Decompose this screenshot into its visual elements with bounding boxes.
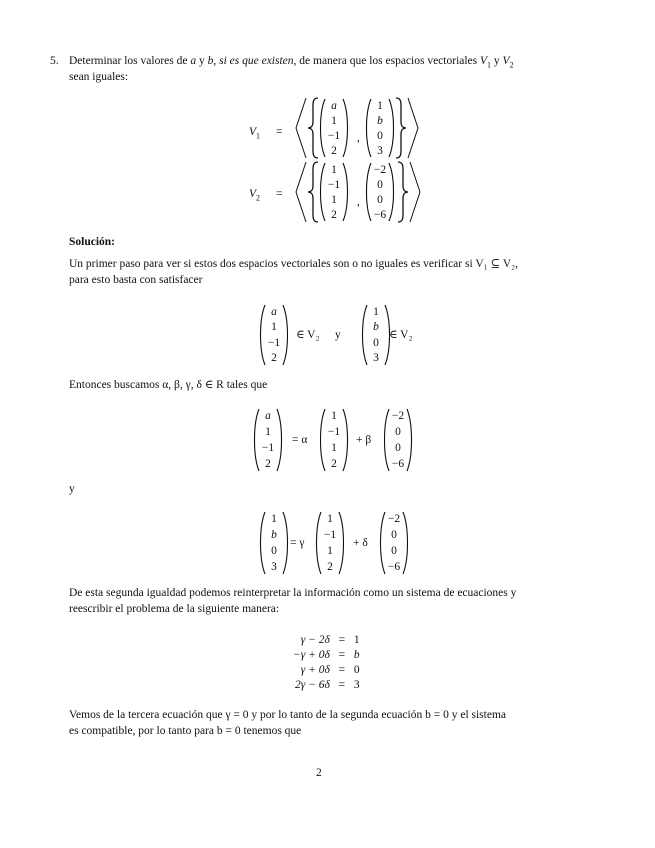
left-paren	[382, 408, 390, 472]
v1a-4: 2	[331, 144, 337, 157]
eq2-vec-gamma	[314, 511, 346, 575]
solution-p3-line1: De esta segunda igualdad podemos reinterpretar la información como un sistema de ecuaciones y	[69, 587, 517, 599]
eq2-gamma: = γ	[290, 537, 305, 549]
comma: ,	[213, 55, 220, 67]
m2-4: 3	[373, 352, 379, 365]
problem-text: Determinar los valores de	[69, 55, 191, 67]
var-b: b	[207, 55, 214, 67]
e2d-4: −6	[387, 561, 401, 573]
member-vector-2	[360, 304, 392, 366]
left-paren	[258, 511, 266, 575]
e1a-3: 1	[331, 442, 337, 454]
problem-number: 5.	[50, 55, 59, 67]
v1b-2: b	[377, 114, 383, 127]
m2-2: b	[373, 321, 379, 334]
V2-letter: V	[249, 188, 257, 200]
V1-equals: =	[276, 126, 283, 138]
m2-3: 0	[373, 336, 379, 349]
eq1-vec-alpha	[318, 408, 350, 472]
sys-rhs-4: 3	[353, 679, 360, 691]
var-V1: V	[480, 55, 488, 67]
right-paren	[406, 408, 414, 472]
V1-rangle	[404, 96, 422, 160]
sys-rhs-3: 0	[353, 664, 360, 676]
member-in-2: ∈ V₂	[389, 329, 413, 341]
var-a: a	[190, 55, 197, 67]
eq1-alpha: = α	[292, 434, 308, 446]
V1-vector-b	[364, 98, 396, 158]
V1-sub: 1	[256, 131, 261, 141]
v2a-2: −1	[327, 178, 341, 191]
V1-sep: ,	[357, 132, 360, 144]
V2-sep: ,	[357, 196, 360, 208]
e1l-3: −1	[261, 442, 275, 454]
e2g-2: −1	[323, 529, 337, 541]
v1a-2: 1	[331, 114, 337, 127]
v1a-3: −1	[327, 129, 341, 142]
m2-1: 1	[373, 305, 379, 318]
e1a-2: −1	[327, 426, 341, 438]
e2l-3: 0	[271, 545, 277, 557]
left-paren	[318, 98, 326, 158]
right-paren	[338, 511, 346, 575]
sys-rhs-1: 1	[353, 634, 360, 646]
page-number: 2	[316, 767, 322, 779]
V2-equals: =	[276, 188, 283, 200]
e1l-1: a	[265, 410, 271, 422]
V2-vector-a	[318, 162, 350, 222]
solution-p1-line2: para esto basta con satisfacer	[69, 274, 203, 286]
e1a-4: 2	[331, 458, 337, 470]
V2-label	[249, 186, 260, 206]
sys-rel-3: =	[338, 664, 346, 676]
problem-line-1	[69, 53, 609, 73]
v2b-3: 0	[377, 193, 383, 206]
v2a-4: 2	[331, 208, 337, 221]
conj-y: y	[196, 55, 208, 67]
member-vector-1	[258, 304, 290, 366]
sys-rel-4: =	[338, 679, 346, 691]
e2l-1: 1	[271, 513, 277, 525]
left-paren	[318, 162, 326, 222]
e2l-4: 3	[271, 561, 277, 573]
sys-lhs-1: γ − 2δ	[300, 634, 330, 646]
V1-label	[249, 124, 260, 144]
V2-sub: 2	[256, 193, 261, 203]
eq2-delta: + δ	[353, 537, 368, 549]
m1-3: −1	[267, 336, 281, 349]
v2b-1: −2	[373, 163, 387, 176]
sub-1: 1	[487, 60, 492, 70]
sys-rel-2: =	[338, 649, 346, 661]
solution-p2: Entonces buscamos α, β, γ, δ ∈ R tales que	[69, 379, 268, 391]
left-paren	[258, 304, 266, 366]
e2g-4: 2	[327, 561, 333, 573]
e2d-2: 0	[391, 529, 397, 541]
V2-vector-b	[364, 162, 396, 222]
v2a-3: 1	[331, 193, 337, 206]
equation-system	[293, 633, 360, 693]
sys-lhs-4: 2γ − 6δ	[295, 679, 330, 691]
right-paren	[342, 98, 350, 158]
right-paren	[276, 408, 284, 472]
v2a-1: 1	[331, 163, 337, 176]
e1b-4: −6	[391, 458, 405, 470]
left-paren	[378, 511, 386, 575]
italic-phrase: si es que existen	[219, 55, 294, 67]
V2-rangle	[406, 160, 424, 224]
V1-vector-a	[318, 98, 350, 158]
right-paren	[388, 162, 396, 222]
e1l-4: 2	[265, 458, 271, 470]
sys-rhs-2: b	[353, 649, 360, 661]
sys-rel-1: =	[338, 634, 346, 646]
v1a-1: a	[331, 99, 337, 112]
conj-y-alone: y	[69, 483, 75, 495]
m1-2: 1	[271, 321, 277, 334]
v1b-4: 3	[377, 144, 383, 157]
e1b-3: 0	[395, 442, 401, 454]
right-paren	[282, 304, 290, 366]
m1-1: a	[271, 305, 277, 318]
left-paren	[360, 304, 368, 366]
sub-2: 2	[509, 60, 514, 70]
e2g-1: 1	[327, 513, 333, 525]
v2b-2: 0	[377, 178, 383, 191]
eq1-vec-beta	[382, 408, 414, 472]
sys-lhs-2: −γ + 0δ	[293, 649, 330, 661]
left-paren	[364, 162, 372, 222]
left-paren	[252, 408, 260, 472]
v1b-3: 0	[377, 129, 383, 142]
conj-y-2: y	[491, 55, 503, 67]
left-paren	[364, 98, 372, 158]
e1b-2: 0	[395, 426, 401, 438]
problem-line-2: sean iguales:	[69, 71, 129, 83]
left-paren	[318, 408, 326, 472]
problem-text-b: , de manera que los espacios vectoriales	[293, 55, 481, 67]
e2g-3: 1	[327, 545, 333, 557]
e1b-1: −2	[391, 410, 405, 422]
solution-p4-line2: es compatible, por lo tanto para b = 0 tenemos que	[69, 725, 302, 737]
left-paren	[314, 511, 322, 575]
v1b-1: 1	[377, 99, 383, 112]
sys-lhs-3: γ + 0δ	[300, 664, 330, 676]
member-in-1: ∈ V₂	[296, 329, 320, 341]
e2d-1: −2	[387, 513, 401, 525]
right-paren	[402, 511, 410, 575]
e2l-2: b	[271, 529, 277, 541]
v2b-4: −6	[373, 208, 387, 221]
solution-p1-line1: Un primer paso para ver si estos dos espacios vectoriales son o no iguales es verificar si V₁ ⊆ V₂,	[69, 258, 519, 270]
right-paren	[282, 511, 290, 575]
right-paren	[342, 408, 350, 472]
V1-letter: V	[249, 126, 257, 138]
eq2-vec-delta	[378, 511, 410, 575]
var-V2: V	[502, 55, 510, 67]
solution-p3-line2: reescribir el problema de la siguiente manera:	[69, 603, 280, 615]
member-y: y	[335, 329, 341, 341]
e1l-2: 1	[265, 426, 271, 438]
solution-heading: Solución:	[69, 236, 116, 248]
eq2-lhs	[258, 511, 290, 575]
e1a-1: 1	[331, 410, 337, 422]
right-paren	[342, 162, 350, 222]
m1-4: 2	[271, 352, 277, 365]
eq1-beta: + β	[356, 434, 372, 446]
eq1-lhs	[252, 408, 284, 472]
e2d-3: 0	[391, 545, 397, 557]
solution-p4-line1: Vemos de la tercera ecuación que γ = 0 y por lo tanto de la segunda ecuación b = 0 y el sistema	[69, 709, 507, 721]
